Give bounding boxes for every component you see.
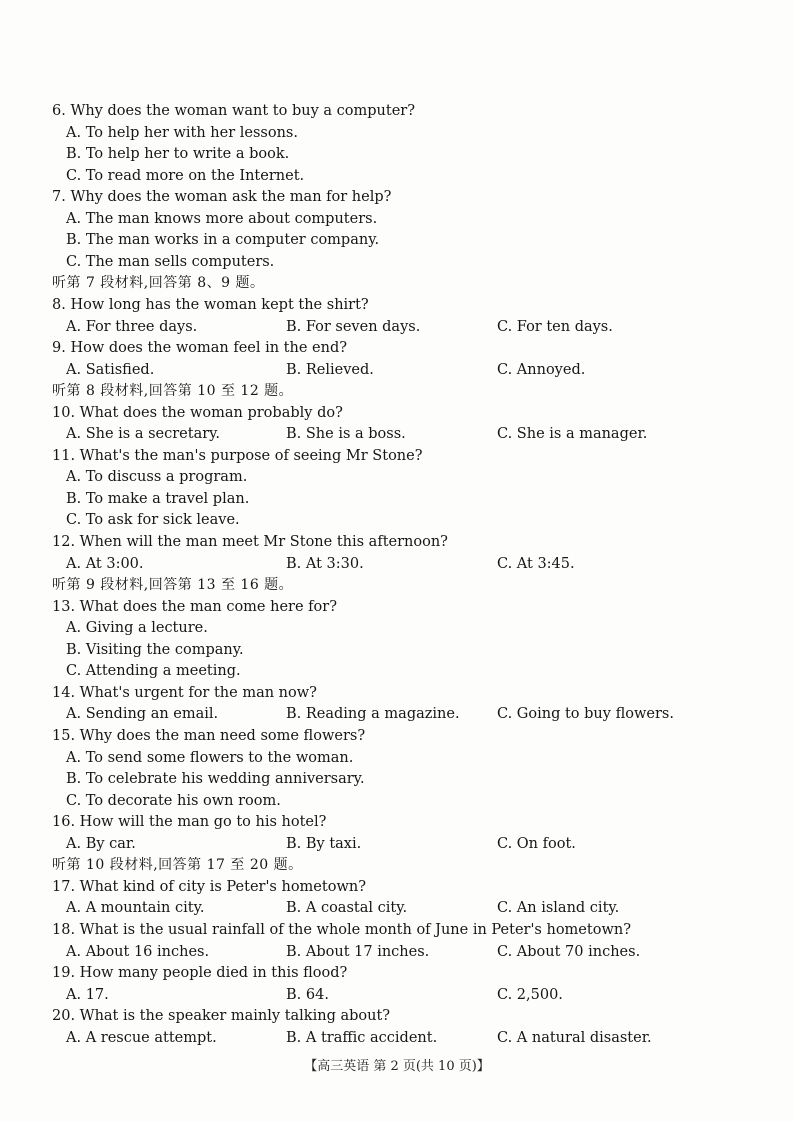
section-instruction-text: 听第 8 段材料,回答第 10 至 12 题。 bbox=[52, 383, 294, 400]
option-b: B. 64. bbox=[286, 986, 329, 1003]
option-text: B. To help her to write a book. bbox=[66, 146, 290, 163]
option-b: B. About 17 inches. bbox=[286, 943, 430, 960]
option-line bbox=[0, 208, 794, 230]
question-text: 19. How many people died in this flood? bbox=[52, 965, 348, 981]
option-line bbox=[0, 229, 794, 251]
option-line bbox=[0, 639, 794, 661]
option-c: C. 2,500. bbox=[497, 986, 563, 1003]
option-line bbox=[0, 660, 794, 682]
option-c: C. Annoyed. bbox=[497, 361, 586, 378]
option-a: A. At 3:00. bbox=[66, 555, 144, 572]
section-instruction bbox=[0, 272, 794, 294]
section-instruction bbox=[0, 574, 794, 596]
option-line bbox=[0, 466, 794, 488]
section-instruction-text: 听第 10 段材料,回答第 17 至 20 题。 bbox=[52, 857, 303, 874]
options-row bbox=[0, 1027, 794, 1049]
question-line bbox=[0, 100, 794, 122]
option-b: B. For seven days. bbox=[286, 318, 421, 335]
option-line bbox=[0, 143, 794, 165]
option-text: C. The man sells computers. bbox=[66, 253, 275, 270]
option-b: B. A coastal city. bbox=[286, 900, 408, 917]
question-text: 17. What kind of city is Peter's hometown? bbox=[52, 878, 366, 895]
option-c: C. Going to buy flowers. bbox=[497, 706, 674, 723]
option-line bbox=[0, 747, 794, 769]
question-line bbox=[0, 402, 794, 424]
question-text: 15. Why does the man need some flowers? bbox=[52, 728, 366, 744]
question-line bbox=[0, 337, 794, 359]
options-row bbox=[0, 423, 794, 445]
option-text: C. To ask for sick leave. bbox=[66, 512, 240, 529]
option-c: C. A natural disaster. bbox=[497, 1029, 652, 1046]
question-line bbox=[0, 876, 794, 898]
question-text: 7. Why does the woman ask the man for help? bbox=[52, 189, 392, 206]
question-text: 9. How does the woman feel in the end? bbox=[52, 340, 348, 357]
option-a: A. She is a secretary. bbox=[66, 426, 221, 443]
option-c: C. An island city. bbox=[497, 900, 620, 917]
options-row bbox=[0, 941, 794, 963]
question-line bbox=[0, 186, 794, 208]
option-text: A. To send some flowers to the woman. bbox=[66, 749, 354, 766]
question-text: 13. What does the man come here for? bbox=[52, 598, 337, 615]
option-line bbox=[0, 617, 794, 639]
section-instruction-text: 听第 7 段材料,回答第 8、9 题。 bbox=[52, 275, 265, 292]
option-a: A. A mountain city. bbox=[66, 900, 205, 917]
option-line bbox=[0, 768, 794, 790]
question-line bbox=[0, 919, 794, 941]
option-text: B. To make a travel plan. bbox=[66, 490, 250, 507]
question-text: 14. What's urgent for the man now? bbox=[52, 684, 317, 701]
question-text: 12. When will the man meet Mr Stone this afternoon? bbox=[52, 534, 448, 550]
option-b: B. At 3:30. bbox=[286, 555, 364, 572]
option-text: C. To decorate his own room. bbox=[66, 792, 281, 809]
option-text: B. The man works in a computer company. bbox=[66, 232, 380, 249]
option-b: B. A traffic accident. bbox=[286, 1029, 438, 1046]
option-b: B. Reading a magazine. bbox=[286, 706, 460, 723]
options-row bbox=[0, 984, 794, 1006]
option-a: A. 17. bbox=[66, 986, 109, 1003]
option-line bbox=[0, 251, 794, 273]
section-instruction bbox=[0, 380, 794, 402]
option-text: B. To celebrate his wedding anniversary. bbox=[66, 771, 365, 788]
question-line bbox=[0, 1005, 794, 1027]
options-row bbox=[0, 703, 794, 725]
option-text: A. Giving a lecture. bbox=[66, 620, 208, 637]
question-line bbox=[0, 962, 794, 984]
option-text: A. The man knows more about computers. bbox=[66, 210, 378, 227]
option-c: C. She is a manager. bbox=[497, 426, 648, 443]
question-text: 16. How will the man go to his hotel? bbox=[52, 814, 327, 831]
options-row bbox=[0, 833, 794, 855]
option-line bbox=[0, 122, 794, 144]
option-text: A. To help her with her lessons. bbox=[66, 124, 298, 141]
option-b: B. Relieved. bbox=[286, 361, 374, 378]
section-instruction-text: 听第 9 段材料,回答第 13 至 16 题。 bbox=[52, 577, 294, 594]
option-b: B. She is a boss. bbox=[286, 426, 406, 443]
question-line bbox=[0, 811, 794, 833]
option-a: A. Sending an email. bbox=[66, 706, 219, 723]
options-row bbox=[0, 316, 794, 338]
option-line bbox=[0, 165, 794, 187]
question-line bbox=[0, 531, 794, 553]
option-line bbox=[0, 488, 794, 510]
option-c: C. On foot. bbox=[497, 835, 576, 852]
options-row bbox=[0, 553, 794, 575]
question-line bbox=[0, 725, 794, 747]
question-text: 10. What does the woman probably do? bbox=[52, 404, 343, 421]
question-text: 11. What's the man's purpose of seeing Mr Stone? bbox=[52, 447, 423, 464]
question-line bbox=[0, 445, 794, 467]
option-a: A. A rescue attempt. bbox=[66, 1029, 217, 1046]
option-a: A. About 16 inches. bbox=[66, 943, 210, 960]
option-c: C. About 70 inches. bbox=[497, 943, 641, 960]
question-text: 20. What is the speaker mainly talking about? bbox=[52, 1008, 391, 1025]
option-text: A. To discuss a program. bbox=[66, 469, 248, 486]
option-line bbox=[0, 790, 794, 812]
option-text: B. Visiting the company. bbox=[66, 641, 244, 658]
options-row bbox=[0, 897, 794, 919]
option-c: C. For ten days. bbox=[497, 318, 613, 335]
option-a: A. Satisfied. bbox=[66, 361, 155, 378]
option-b: B. By taxi. bbox=[286, 835, 362, 852]
option-a: A. For three days. bbox=[66, 318, 198, 335]
section-instruction bbox=[0, 854, 794, 876]
question-line bbox=[0, 294, 794, 316]
question-text: 6. Why does the woman want to buy a computer? bbox=[52, 103, 415, 119]
option-a: A. By car. bbox=[66, 835, 136, 852]
option-line bbox=[0, 509, 794, 531]
page-footer: 【高三英语 第 2 页(共 10 页)】 bbox=[304, 1059, 490, 1074]
question-line bbox=[0, 596, 794, 618]
option-c: C. At 3:45. bbox=[497, 555, 575, 572]
option-text: C. Attending a meeting. bbox=[66, 663, 241, 680]
question-text: 18. What is the usual rainfall of the whole month of June in Peter's hometown? bbox=[52, 921, 631, 938]
question-text: 8. How long has the woman kept the shirt? bbox=[52, 297, 369, 313]
option-text: C. To read more on the Internet. bbox=[66, 167, 305, 184]
question-line bbox=[0, 682, 794, 704]
options-row bbox=[0, 359, 794, 381]
